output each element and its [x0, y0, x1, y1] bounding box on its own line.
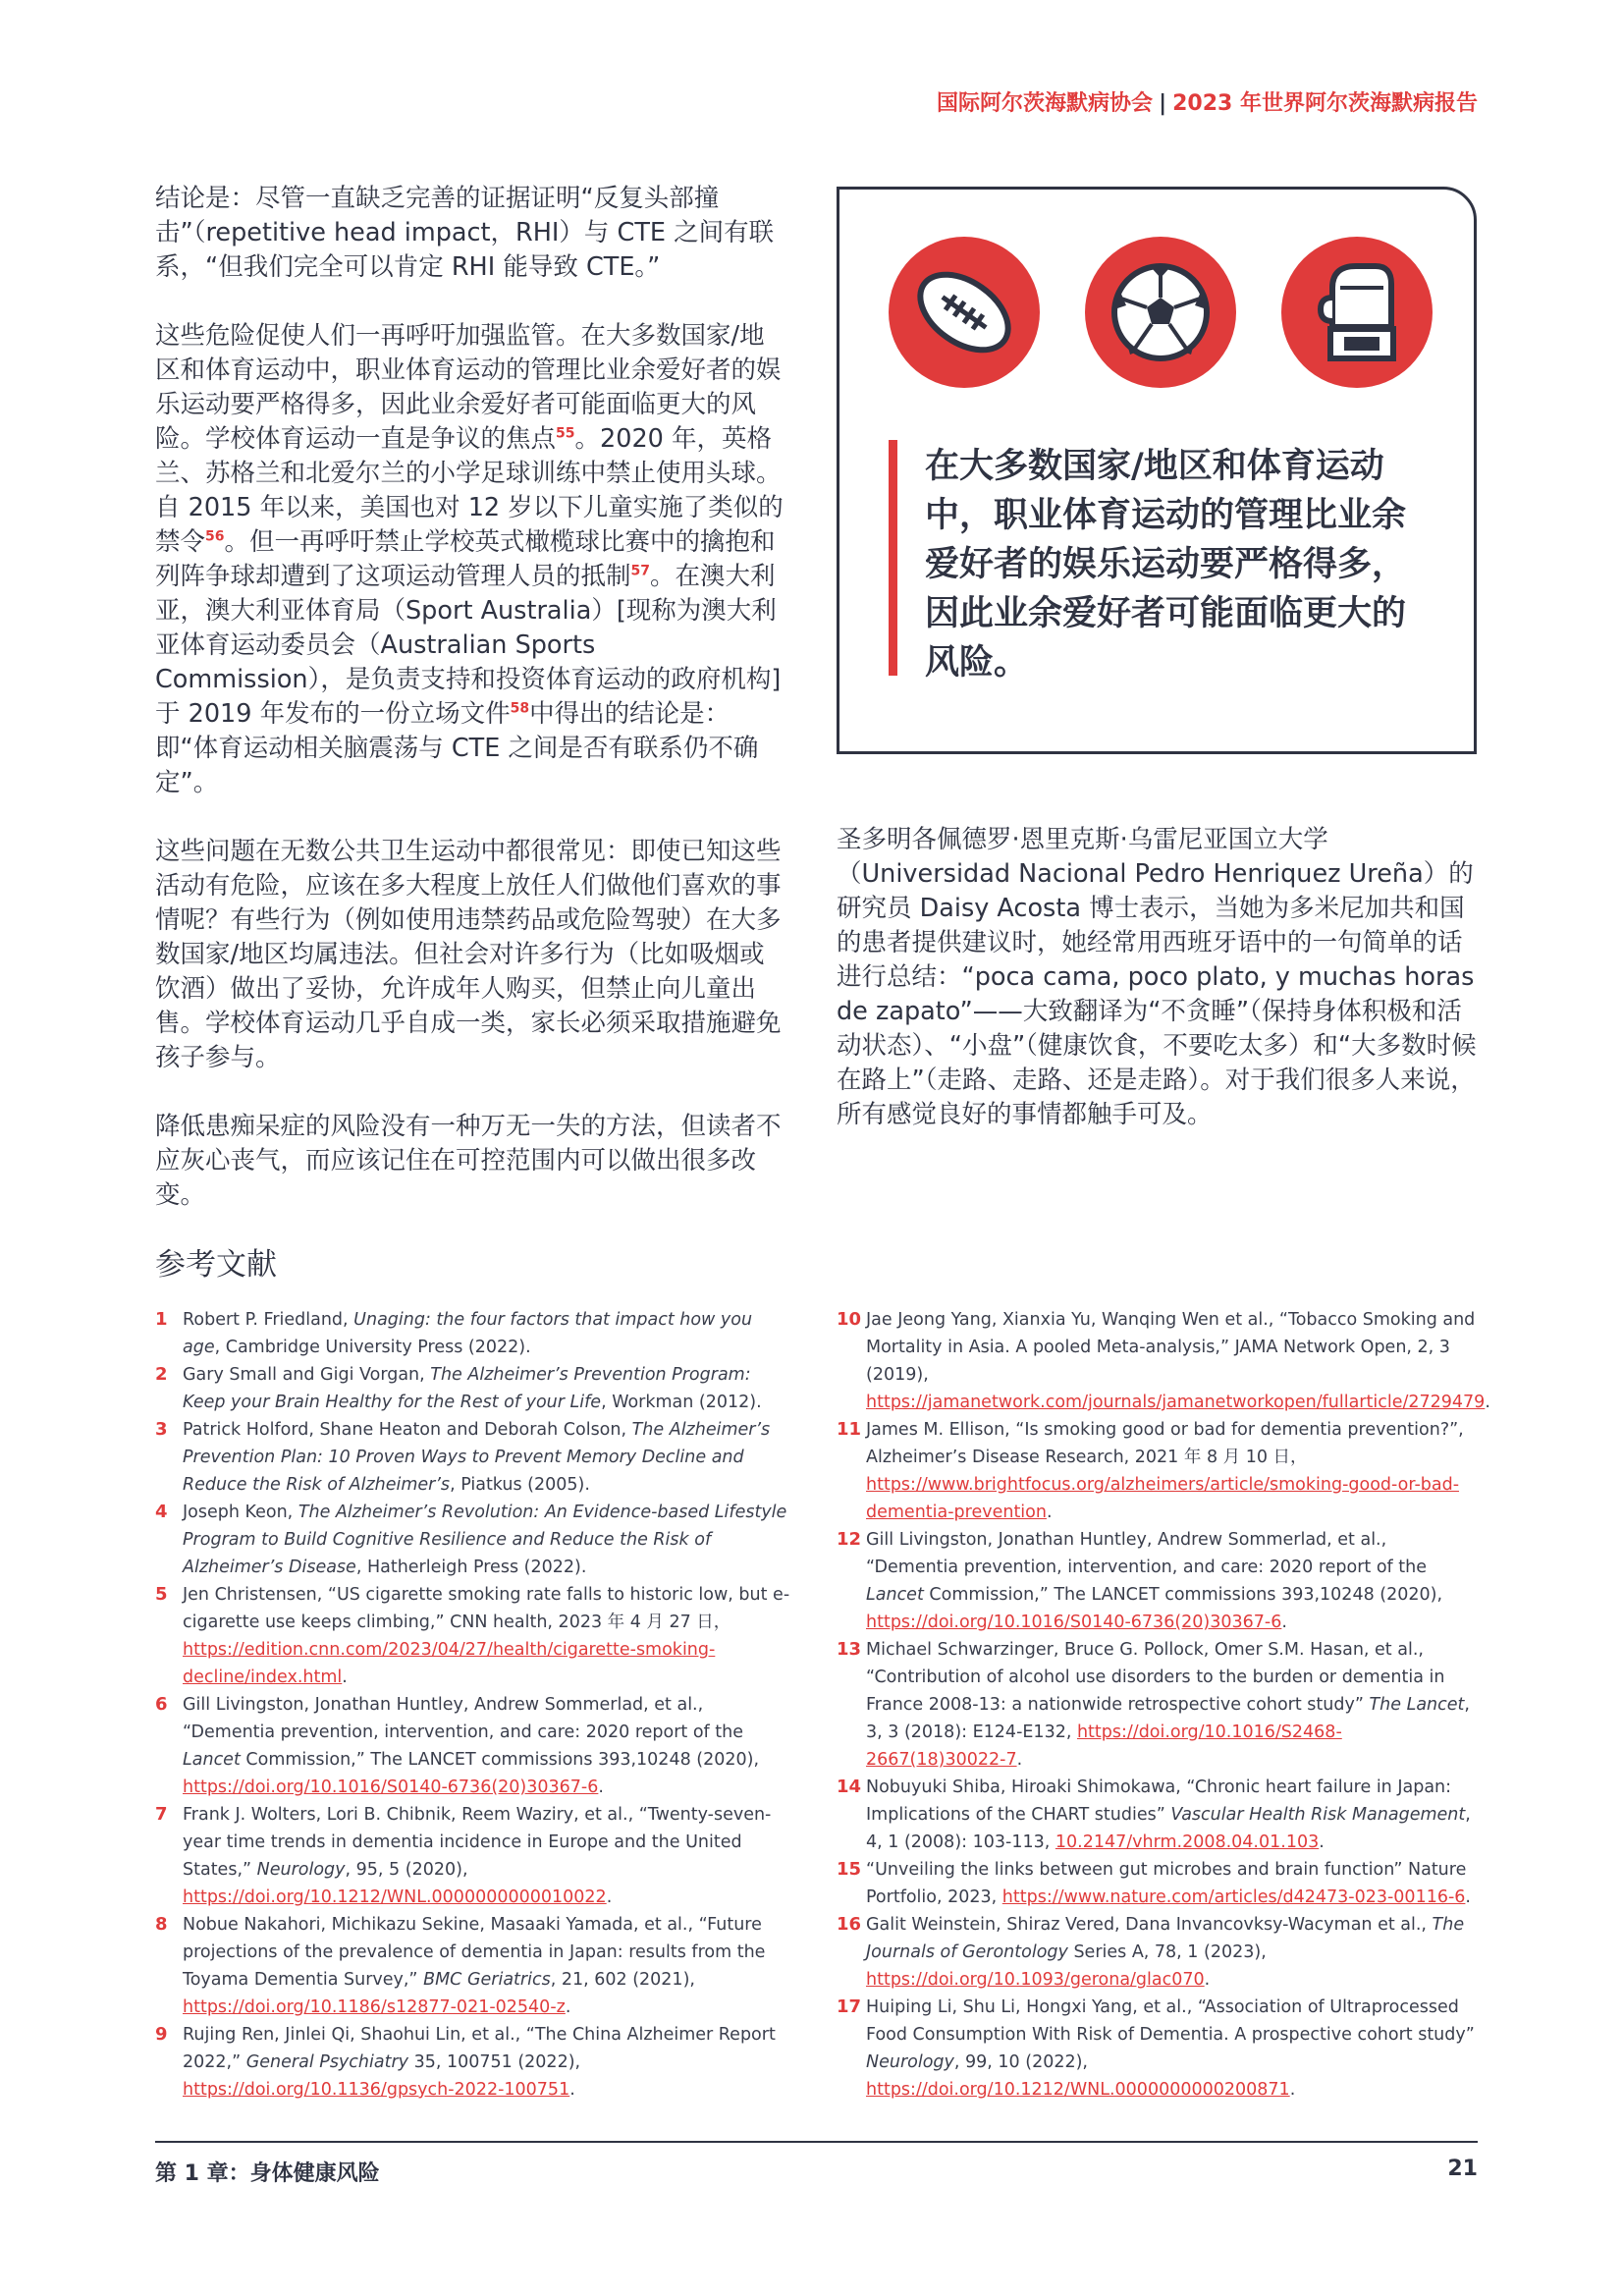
- header-separator: |: [1159, 91, 1167, 116]
- reference-link[interactable]: https://doi.org/10.1136/gpsych-2022-100751: [183, 2080, 570, 2100]
- reference-item: [837, 1774, 1480, 1856]
- reference-item: [837, 1306, 1490, 1416]
- reference-text: Galit Weinstein, Shiraz Vered, Dana Invancovksy-Wacyman et al.,: [866, 1915, 1433, 1935]
- reference-link[interactable]: https://www.brightfocus.org/alzheimers/article/smoking-good-or-bad-dementia-prevention: [866, 1475, 1460, 1522]
- reference-text: Huiping Li, Shu Li, Hongxi Yang, et al., “Association of Ultraprocessed Food Consumption With Risk of Dementia. A prospective cohort study”: [866, 1997, 1475, 2045]
- reference-end: .: [565, 1997, 571, 2017]
- reference-item: [837, 1911, 1480, 1994]
- reference-text-tail: , Piatkus (2005).: [450, 1475, 590, 1495]
- reference-item: [155, 1801, 793, 1911]
- reference-text: James M. Ellison, “Is smoking good or bad for dementia prevention?”, Alzheimer’s Disease Research, 2021 年 8 月 10 日，: [866, 1420, 1464, 1467]
- footer-chapter-title: 第 1 章：身体健康风险: [155, 2161, 380, 2186]
- reference-number: 7: [155, 1804, 168, 1825]
- references-list-right: [837, 1306, 1490, 2104]
- reference-title: The Lancet: [1369, 1695, 1465, 1715]
- reference-text: Nobuyuki Shiba, Hiroaki Shimokawa, “Chronic heart failure in Japan: Implications of the CHART studies”: [866, 1777, 1452, 1825]
- reference-end: .: [598, 1777, 604, 1797]
- reference-title: Unaging: the four factors that impact how you age: [183, 1310, 753, 1357]
- reference-text-tail: , Hatherleigh Press (2022).: [355, 1558, 587, 1577]
- reference-item: [155, 1581, 793, 1691]
- sports-icons: [889, 237, 1433, 388]
- reference-end: .: [1485, 1393, 1490, 1412]
- reference-item: [837, 1416, 1480, 1526]
- references-list-left: [155, 1306, 793, 2104]
- footnote-ref-55[interactable]: 55: [556, 425, 575, 442]
- reference-text-tail: Series A, 78, 1 (2023),: [1067, 1942, 1267, 1962]
- reference-end: .: [1204, 1970, 1211, 1990]
- reference-text: Joseph Keon,: [183, 1503, 298, 1522]
- reference-text: Patrick Holford, Shane Heaton and Deborah Colson,: [183, 1420, 632, 1440]
- reference-text-tail: Commission,” The LANCET commissions 393,10248 (2020),: [923, 1585, 1443, 1605]
- footnote-ref-57[interactable]: 57: [630, 563, 650, 579]
- reference-text-tail: , 4, 1 (2008): 103-113,: [866, 1805, 1471, 1852]
- reference-item: [155, 1361, 793, 1416]
- reference-item: [155, 1691, 793, 1801]
- left-paragraph-4: 降低患痴呆症的风险没有一种万无一失的方法，但读者不应灰心丧气，而应该记住在可控范围内可以做出很多改变。: [155, 1112, 782, 1210]
- reference-text: Jen Christensen, “US cigarette smoking rate falls to historic low, but e-cigarette use keeps climbing,” CNN health, 2023 年 4 月 27 日，: [183, 1585, 790, 1632]
- reference-number: 6: [155, 1694, 168, 1715]
- references-heading: 参考文献: [155, 1247, 277, 1283]
- reference-title: The Alzheimer’s Revolution: An Evidence-based Lifestyle Program to Build Cognitive Resilience and Reduce the Risk of Alzheimer’s Disease: [183, 1503, 787, 1577]
- footnote-ref-58[interactable]: 58: [510, 700, 530, 717]
- footnote-ref-56[interactable]: 56: [205, 528, 225, 545]
- reference-item: [837, 1994, 1480, 2104]
- footer-divider: [155, 2141, 1478, 2143]
- reference-link[interactable]: https://doi.org/10.1016/S0140-6736(20)30367-6: [866, 1613, 1282, 1632]
- reference-text-tail: , 3, 3 (2018): E124-E132,: [866, 1695, 1470, 1742]
- reference-number: 1: [155, 1309, 168, 1330]
- reference-title: BMC Geriatrics: [423, 1970, 551, 1990]
- reference-title: Neurology: [866, 2052, 954, 2072]
- reference-title: The Alzheimer’s Prevention Program: Keep your Brain Healthy for the Rest of your Life: [183, 1365, 751, 1412]
- left-paragraph-2: 这些危险促使人们一再呼吁加强监管。在大多数国家/地区和体育运动中，职业体育运动的管理比业余爱好者的娱乐运动要严格得多，因此业余爱好者可能面临更大的风险。学校体育运动一直是争议的焦点$^{55}$。2020 年，英格兰、苏格兰和北爱尔兰的小学足球训练中禁止使用头球。自 2015 年以来，美国也对 12 岁以下儿童实施了类似的禁令$^{56}$。但一再呼吁禁止学校英式橄榄球比赛中的擒抱和列阵争球却遭到了这项运动管理人员的抵制$^{57}$。在澳大利亚，澳大利亚体育局（Sport Australia）[现称为澳大利亚体育运动委员会（Australian Sports Commission），是负责支持和投资体育运动的政府机构]于 2019 年发布的一份立场文件$^{58}$中得出的结论是：即“体育运动相关脑震荡与 CTE 之间是否有联系仍不确定”。: [155, 321, 784, 797]
- reference-end: .: [1281, 1613, 1287, 1632]
- reference-number: 11: [837, 1419, 862, 1440]
- reference-link[interactable]: https://doi.org/10.1016/S2468-2667(18)30022-7: [866, 1722, 1342, 1770]
- reference-item: [155, 1306, 793, 1361]
- reference-end: .: [1016, 1750, 1023, 1770]
- reference-text-tail: 35, 100751 (2022),: [408, 2052, 581, 2072]
- header-report-title: 2023 年世界阿尔茨海默病报告: [1172, 91, 1478, 116]
- reference-text: Gill Livingston, Jonathan Huntley, Andrew Sommerlad, et al., “Dementia prevention, intervention, and care: 2020 report of the: [866, 1530, 1427, 1577]
- reference-title: General Psychiatry: [245, 2052, 409, 2072]
- pull-quote: [889, 440, 1438, 683]
- right-text-column: [837, 823, 1480, 1167]
- reference-end: .: [606, 1887, 613, 1907]
- reference-title: The Journals of Gerontology: [866, 1915, 1465, 1962]
- reference-title: Vascular Health Risk Management: [1170, 1805, 1466, 1825]
- reference-number: 17: [837, 1996, 862, 2017]
- reference-title: The Alzheimer’s Prevention Plan: 10 Proven Ways to Prevent Memory Decline and Reduce the Risk of Alzheimer’s: [183, 1420, 771, 1495]
- reference-number: 12: [837, 1529, 862, 1550]
- reference-number: 3: [155, 1419, 168, 1440]
- reference-end: .: [1289, 2080, 1296, 2100]
- pull-quote-text: 在大多数国家/地区和体育运动中，职业体育运动的管理比业余爱好者的娱乐运动要严格得多，因此业余爱好者可能面临更大的风险。: [925, 447, 1407, 683]
- reference-link[interactable]: 10.2147/vhrm.2008.04.01.103: [1055, 1832, 1320, 1852]
- boxing-glove-icon: [1281, 237, 1433, 388]
- reference-end: .: [1046, 1503, 1053, 1522]
- reference-link[interactable]: https://www.nature.com/articles/d42473-023-00116-6: [1001, 1887, 1466, 1907]
- reference-text: Rujing Ren, Jinlei Qi, Shaohui Lin, et al., “The China Alzheimer Report 2022,”: [183, 2025, 776, 2072]
- reference-item: [155, 1416, 793, 1499]
- callout-box: [837, 187, 1477, 754]
- reference-item: [155, 2021, 793, 2104]
- reference-item: [155, 1499, 793, 1581]
- reference-title: Lancet: [183, 1750, 241, 1770]
- reference-end: .: [1319, 1832, 1325, 1852]
- reference-item: [837, 1856, 1480, 1911]
- reference-number: 14: [837, 1777, 862, 1797]
- reference-end: .: [342, 1667, 348, 1687]
- reference-link[interactable]: https://doi.org/10.1212/WNL.0000000000010022: [183, 1887, 607, 1907]
- reference-number: 9: [155, 2024, 168, 2045]
- reference-end: .: [1465, 1887, 1471, 1907]
- soccer-ball-icon: [1085, 237, 1236, 388]
- reference-end: .: [569, 2080, 575, 2100]
- reference-number: 8: [155, 1914, 168, 1935]
- reference-link[interactable]: https://edition.cnn.com/2023/04/27/health/cigarette-smoking-decline/index.html: [183, 1640, 716, 1687]
- reference-link[interactable]: https://doi.org/10.1016/S0140-6736(20)30367-6: [183, 1777, 599, 1797]
- reference-text: Nobue Nakahori, Michikazu Sekine, Masaaki Yamada, et al., “Future projections of the prevalence of dementia in Japan: results from the Toyama Dementia Survey,”: [183, 1915, 766, 1990]
- reference-text-tail: , 99, 10 (2022),: [953, 2052, 1088, 2072]
- reference-title: Neurology: [256, 1860, 346, 1880]
- left-paragraph-1: 结论是：尽管一直缺乏完善的证据证明“反复头部撞击”（repetitive head impact，RHI）与 CTE 之间有联系，“但我们完全可以肯定 RHI 能导致 CTE。”: [155, 184, 775, 282]
- reference-link[interactable]: https://doi.org/10.1212/WNL.0000000000200871: [866, 2080, 1290, 2100]
- reference-link[interactable]: https://doi.org/10.1093/gerona/glac070: [866, 1970, 1205, 1990]
- american-football-icon: [889, 237, 1040, 388]
- reference-title: Lancet: [866, 1585, 924, 1605]
- reference-number: 5: [155, 1584, 168, 1605]
- left-text-column: [155, 182, 784, 1247]
- reference-item: [837, 1636, 1480, 1774]
- page-header: [937, 86, 1478, 117]
- reference-number: 10: [837, 1309, 862, 1330]
- reference-text: “Unveiling the links between gut microbes and brain function” Nature Portfolio, 2023,: [866, 1860, 1467, 1907]
- reference-number: 2: [155, 1364, 168, 1385]
- reference-text: Jae Jeong Yang, Xianxia Yu, Wanqing Wen et al., “Tobacco Smoking and Mortality in Asia. A pooled Meta-analysis,” JAMA Network Open, 2, 3 (2019),: [866, 1310, 1476, 1385]
- left-paragraph-3: 这些问题在无数公共卫生运动中都很常见：即使已知这些活动有危险，应该在多大程度上放任人们做他们喜欢的事情呢？有些行为（例如使用违禁药品或危险驾驶）在大多数国家/地区均属违法。但社会对许多行为（比如吸烟或饮酒）做出了妥协，允许成年人购买，但禁止向儿童出售。学校体育运动几乎自成一类，家长必须采取措施避免孩子参与。: [155, 837, 782, 1072]
- reference-text-tail: , Cambridge University Press (2022).: [214, 1338, 531, 1357]
- reference-text-tail: Commission,” The LANCET commissions 393,10248 (2020),: [240, 1750, 760, 1770]
- reference-text: Gary Small and Gigi Vorgan,: [183, 1365, 431, 1385]
- reference-link[interactable]: https://jamanetwork.com/journals/jamanetworkopen/fullarticle/2729479: [866, 1393, 1486, 1412]
- reference-number: 4: [155, 1502, 168, 1522]
- page-number: 21: [1447, 2157, 1478, 2181]
- reference-text-tail: , Workman (2012).: [601, 1393, 762, 1412]
- reference-text: Michael Schwarzinger, Bruce G. Pollock, Omer S.M. Hasan, et al., “Contribution of alcohol use disorders to the burden or dementia in France 2008-13: a nationwide retrospective cohort study”: [866, 1640, 1445, 1715]
- header-organization: 国际阿尔茨海默病协会: [937, 91, 1154, 116]
- reference-text-tail: , 21, 602 (2021),: [550, 1970, 695, 1990]
- reference-text: Gill Livingston, Jonathan Huntley, Andrew Sommerlad, et al., “Dementia prevention, intervention, and care: 2020 report of the: [183, 1695, 743, 1742]
- reference-link[interactable]: https://doi.org/10.1186/s12877-021-02540-z: [183, 1997, 566, 2017]
- reference-item: [837, 1526, 1480, 1636]
- right-paragraph-1: 圣多明各佩德罗·恩里克斯·乌雷尼亚国立大学（Universidad Nacional Pedro Henriquez Ureña）的研究员 Daisy Acosta 博士表示，当她为多米尼加共和国的患者提供建议时，她经常用西班牙语中的一句简单的话进行总结：“poca cama, poco plato, y muchas horas de zapato”——大致翻译为“不贪睡”（保持身体积极和活动状态）、“小盘”（健康饮食，不要吃太多）和“大多数时候在路上”（走路、走路、还是走路）。对于我们很多人来说，所有感觉良好的事情都触手可及。: [837, 825, 1477, 1129]
- reference-number: 16: [837, 1914, 862, 1935]
- reference-number: 13: [837, 1639, 862, 1660]
- reference-number: 15: [837, 1859, 862, 1880]
- reference-item: [155, 1911, 793, 2021]
- reference-text: Robert P. Friedland,: [183, 1310, 354, 1330]
- reference-text: Frank J. Wolters, Lori B. Chibnik, Reem Waziry, et al., “Twenty-seven-year time trends in dementia incidence in Europe and the United States,”: [183, 1805, 772, 1880]
- reference-text-tail: , 95, 5 (2020),: [345, 1860, 468, 1880]
